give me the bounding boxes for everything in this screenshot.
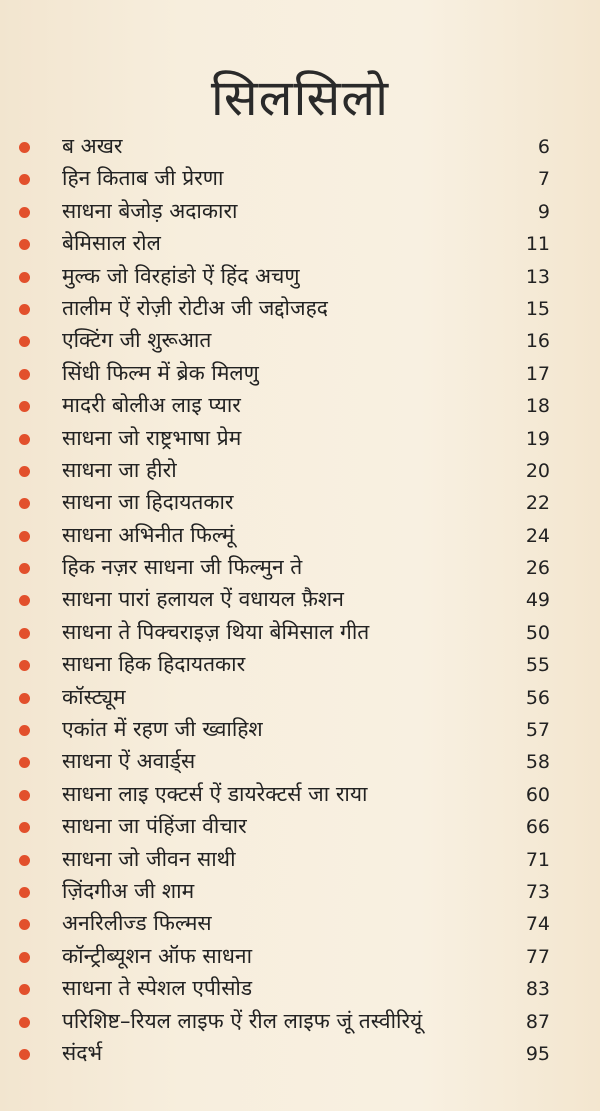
toc-entry-label: साधना लाइ एक्टर्स ऐं डायरेक्टर्स जा राया xyxy=(62,781,368,806)
toc-entry xyxy=(0,130,600,162)
bullet-dot-icon xyxy=(19,822,30,833)
toc-entry-label: साधना जा हिदायतकार xyxy=(62,490,234,515)
toc-entry xyxy=(0,875,600,907)
toc-page-number: 49 xyxy=(525,589,550,612)
toc-entry-label: परिशिष्ट–रियल लाइफ ऐं रील लाइफ जूं तस्वीरियूं xyxy=(62,1008,423,1033)
bullet-dot-icon xyxy=(19,628,30,639)
bullet-dot-icon xyxy=(19,952,30,963)
bullet-dot-icon xyxy=(19,336,30,347)
toc-entry-label: तालीम ऐं रोज़ी रोटीअ जी जद्दोजहद xyxy=(62,295,328,320)
toc-page-number: 73 xyxy=(525,880,550,903)
toc-page-number: 56 xyxy=(525,686,550,709)
bullet-dot-icon xyxy=(19,531,30,542)
toc-page-number: 95 xyxy=(525,1042,550,1065)
toc-entry xyxy=(0,745,600,777)
toc-entry xyxy=(0,713,600,745)
toc-entry xyxy=(0,907,600,939)
toc-entry-label: संदर्भ xyxy=(62,1040,103,1065)
toc-page-number: 87 xyxy=(525,1010,550,1033)
toc-page-number: 55 xyxy=(525,654,550,677)
toc-entry-label: ब अखर xyxy=(62,134,123,158)
toc-page-number: 13 xyxy=(525,265,550,288)
bullet-dot-icon xyxy=(19,239,30,250)
toc-entry-label: कॉन्ट्रीब्यूशन ऑफ साधना xyxy=(62,943,253,968)
toc-entry xyxy=(0,260,600,292)
toc-entry-label: साधना पारां हलायल ऐं वधायल फ़ैशन xyxy=(62,587,344,612)
bullet-dot-icon xyxy=(19,757,30,768)
bullet-dot-icon xyxy=(19,693,30,704)
toc-entry xyxy=(0,195,600,227)
toc-entry xyxy=(0,843,600,875)
toc-page-number: 26 xyxy=(525,557,550,580)
toc-page-number: 6 xyxy=(537,136,550,158)
toc-page-number: 17 xyxy=(525,362,550,385)
bullet-dot-icon xyxy=(19,855,30,866)
bullet-dot-icon xyxy=(19,369,30,380)
toc-page-number: 74 xyxy=(525,913,550,936)
toc-entry xyxy=(0,940,600,972)
toc-page-number: 71 xyxy=(525,848,550,871)
toc-page-number: 50 xyxy=(525,621,550,644)
toc-page-number: 58 xyxy=(525,751,550,774)
toc-entry xyxy=(0,357,600,389)
toc-entry xyxy=(0,324,600,356)
toc-entry xyxy=(0,648,600,680)
toc-entry xyxy=(0,389,600,421)
toc-page-number: 11 xyxy=(525,233,550,256)
bullet-dot-icon xyxy=(19,1017,30,1028)
bullet-dot-icon xyxy=(19,725,30,736)
bullet-dot-icon xyxy=(19,142,30,153)
toc-entry-label: साधना बेजोड़ अदाकारा xyxy=(62,198,238,223)
toc-page-number: 24 xyxy=(525,524,550,547)
toc-entry-label: एक्टिंग जी शुरूआत xyxy=(62,328,212,353)
bullet-dot-icon xyxy=(19,1049,30,1060)
bullet-dot-icon xyxy=(19,887,30,898)
bullet-dot-icon xyxy=(19,660,30,671)
toc-entry-label: मादरी बोलीअ लाइ प्यार xyxy=(62,393,241,418)
toc-page-number: 77 xyxy=(525,945,550,968)
toc-entry xyxy=(0,162,600,194)
bullet-dot-icon xyxy=(19,563,30,574)
page-title: सिलसिलो xyxy=(210,68,390,127)
toc-entry-label: साधना हिक हिदायतकार xyxy=(62,652,246,677)
toc-page-number: 66 xyxy=(525,816,550,839)
toc-entry xyxy=(0,810,600,842)
toc-entry xyxy=(0,1037,600,1069)
toc-entry-label: साधना जा हीरो xyxy=(62,457,177,482)
toc-entry-label: साधना जो राष्ट्रभाषा प्रेम xyxy=(62,425,242,450)
toc-entry-label: सिंधी फिल्म में ब्रेक मिलणु xyxy=(62,360,259,385)
toc-entry xyxy=(0,227,600,259)
bullet-dot-icon xyxy=(19,434,30,445)
bullet-dot-icon xyxy=(19,207,30,218)
toc-entry-label: साधना ऐं अवार्ड्स xyxy=(62,749,196,774)
toc-page-number: 22 xyxy=(525,492,550,515)
toc-entry-label: ज़िंदगीअ जी शाम xyxy=(62,878,195,903)
table-of-contents xyxy=(0,130,600,1069)
toc-page-number: 7 xyxy=(537,168,550,191)
toc-entry xyxy=(0,681,600,713)
bullet-dot-icon xyxy=(19,272,30,283)
toc-page-number: 9 xyxy=(537,200,550,223)
toc-entry xyxy=(0,1005,600,1037)
bullet-dot-icon xyxy=(19,790,30,801)
toc-page-number: 16 xyxy=(525,330,550,353)
toc-entry-label: साधना अभिनीत फिल्मूं xyxy=(62,522,235,547)
toc-entry xyxy=(0,422,600,454)
bullet-dot-icon xyxy=(19,304,30,315)
toc-entry xyxy=(0,972,600,1004)
toc-entry xyxy=(0,583,600,615)
bullet-dot-icon xyxy=(19,984,30,995)
toc-entry-label: कॉस्ट्यूम xyxy=(62,684,126,709)
toc-entry xyxy=(0,454,600,486)
toc-entry-label: अनरिलीज्ड फिल्मस xyxy=(62,911,212,936)
toc-entry-label: हिक नज़र साधना जी फिल्मुन ते xyxy=(62,555,303,580)
toc-entry-label: मुल्क जो विरहांङो ऐं हिंद अचणु xyxy=(62,263,300,288)
toc-entry xyxy=(0,616,600,648)
toc-entry xyxy=(0,551,600,583)
toc-entry xyxy=(0,292,600,324)
toc-page-number: 60 xyxy=(525,783,550,806)
toc-entry-label: साधना ते पिक्चराइज़ थिया बेमिसाल गीत xyxy=(62,619,370,644)
toc-entry-label: साधना जो जीवन साथी xyxy=(62,846,236,871)
toc-entry-label: हिन किताब जी प्रेरणा xyxy=(62,166,224,191)
toc-entry xyxy=(0,519,600,551)
toc-entry-label: साधना ते स्पेशल एपीसोड xyxy=(62,976,253,1001)
toc-entry-label: साधना जा पंहिंजा वीचार xyxy=(62,814,247,839)
toc-entry xyxy=(0,486,600,518)
toc-entry-label: एकांत में रहण जी ख्वाहिश xyxy=(62,717,263,742)
toc-page-number: 20 xyxy=(525,459,550,482)
bullet-dot-icon xyxy=(19,466,30,477)
toc-page-number: 83 xyxy=(525,978,550,1001)
bullet-dot-icon xyxy=(19,595,30,606)
toc-page-number: 18 xyxy=(525,395,550,418)
toc-page-number: 15 xyxy=(525,297,550,320)
bullet-dot-icon xyxy=(19,174,30,185)
bullet-dot-icon xyxy=(19,919,30,930)
toc-entry-label: बेमिसाल रोल xyxy=(62,231,161,256)
toc-page-number: 19 xyxy=(525,427,550,450)
toc-page-number: 57 xyxy=(525,719,550,742)
toc-entry xyxy=(0,778,600,810)
bullet-dot-icon xyxy=(19,498,30,509)
bullet-dot-icon xyxy=(19,401,30,412)
